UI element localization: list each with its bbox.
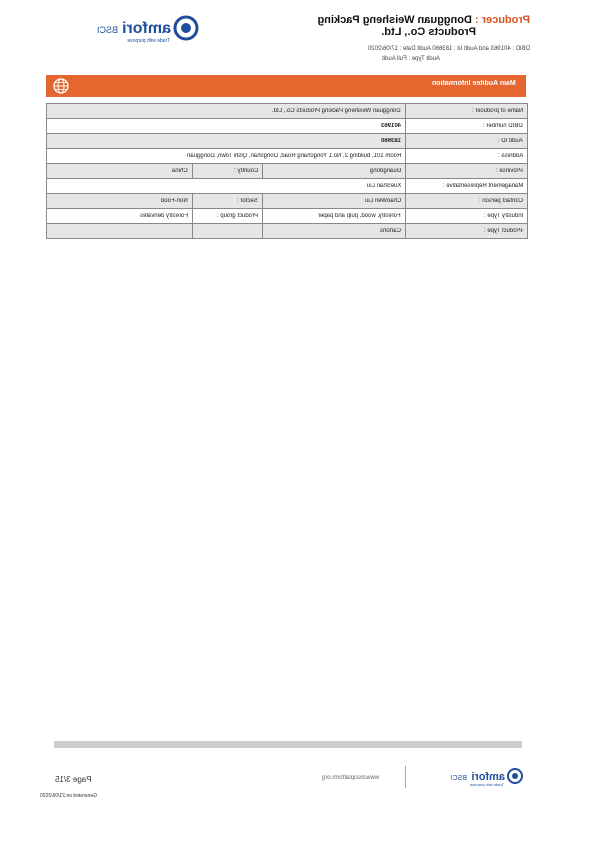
page-number: Page 3/15	[55, 775, 92, 784]
logo-bsci: BSCI	[96, 25, 118, 35]
table-row	[47, 134, 528, 149]
auditee-info-grid	[46, 103, 528, 239]
producer-header-mirror	[290, 14, 530, 64]
address-value: Room 101, building 2, No.1 Yongchang Road, Dongshan, Qishi Town, Dongguan	[47, 149, 406, 164]
audit-meta-line1: DBID : 401963 and Audit Id : 183660 Audit Date : 17/06/2020	[367, 46, 530, 52]
audit-value: 183660	[47, 134, 406, 149]
table-row	[47, 119, 528, 134]
province-value: Guangdong	[263, 164, 406, 179]
producer-name-row	[290, 14, 530, 26]
logo-wordmark: amfori	[122, 20, 171, 37]
amfori-logo	[70, 14, 200, 46]
province-label: Province :	[406, 164, 528, 179]
footer-logo-wordmark: amfori	[471, 771, 505, 783]
industry-value: Forestry, wood, pulp and paper	[263, 209, 406, 224]
contact-label: Contact person :	[406, 194, 528, 209]
footer-separator	[405, 766, 406, 788]
footer-divider	[54, 741, 522, 748]
empty-cell	[47, 224, 193, 239]
name-label: Name of producer :	[406, 104, 528, 119]
country-label: Country :	[193, 164, 263, 179]
section-bar	[46, 75, 526, 97]
section-title: Main Auditee Information	[432, 80, 516, 87]
footer-amfori-logo	[432, 767, 524, 789]
amfori-logo-graphic	[70, 14, 200, 46]
producer-name-line1: Dongguan Weisheng Packing	[317, 14, 472, 26]
table-row	[47, 104, 528, 119]
sector-label: Sector :	[193, 194, 263, 209]
table-row	[47, 149, 528, 164]
generated-date: Generated on:21/06/2020	[40, 793, 97, 799]
manager-label: Management Representative :	[406, 179, 528, 194]
sector-value: Non-Food	[47, 194, 193, 209]
audit-meta-line2: Audit Type : Full Audit	[382, 56, 440, 62]
contact-value: ChaoWen Liu	[263, 194, 406, 209]
address-label: Address :	[406, 149, 528, 164]
footer-logo-bsci: BSCI	[450, 775, 467, 782]
table-row	[47, 194, 528, 209]
producer-name-line2: Products Co., Ltd.	[381, 26, 476, 38]
producer-header	[290, 14, 530, 64]
dbid-label: DBID number :	[406, 119, 528, 134]
country-value: China	[47, 164, 193, 179]
footer-logo-graphic	[432, 767, 524, 789]
dbid-value: 401963	[47, 119, 406, 134]
footer-logo-tagline: Trade with purpose	[469, 782, 504, 787]
table-row	[47, 209, 528, 224]
table-row	[47, 164, 528, 179]
footer-url[interactable]: www.bsciplatform.org	[322, 775, 380, 781]
audit-label: Audit ID :	[406, 134, 528, 149]
table-row	[47, 224, 528, 239]
ptype-label: Product Type :	[406, 224, 528, 239]
group-label: Product group :	[193, 209, 263, 224]
industry-label: Industry Type :	[406, 209, 528, 224]
ptype-value: Cartons	[263, 224, 406, 239]
table-row	[47, 179, 528, 194]
logo-tagline: Trade with purpose	[127, 38, 170, 44]
name-value: Dongguan Weisheng Packing Products Co., Ltd.	[47, 104, 406, 119]
empty-cell	[193, 224, 263, 239]
group-value: Forestry derivates	[47, 209, 193, 224]
manager-value: XueShan Liu	[47, 179, 406, 194]
globe-icon	[52, 77, 70, 95]
producer-label: Producer :	[474, 14, 530, 26]
